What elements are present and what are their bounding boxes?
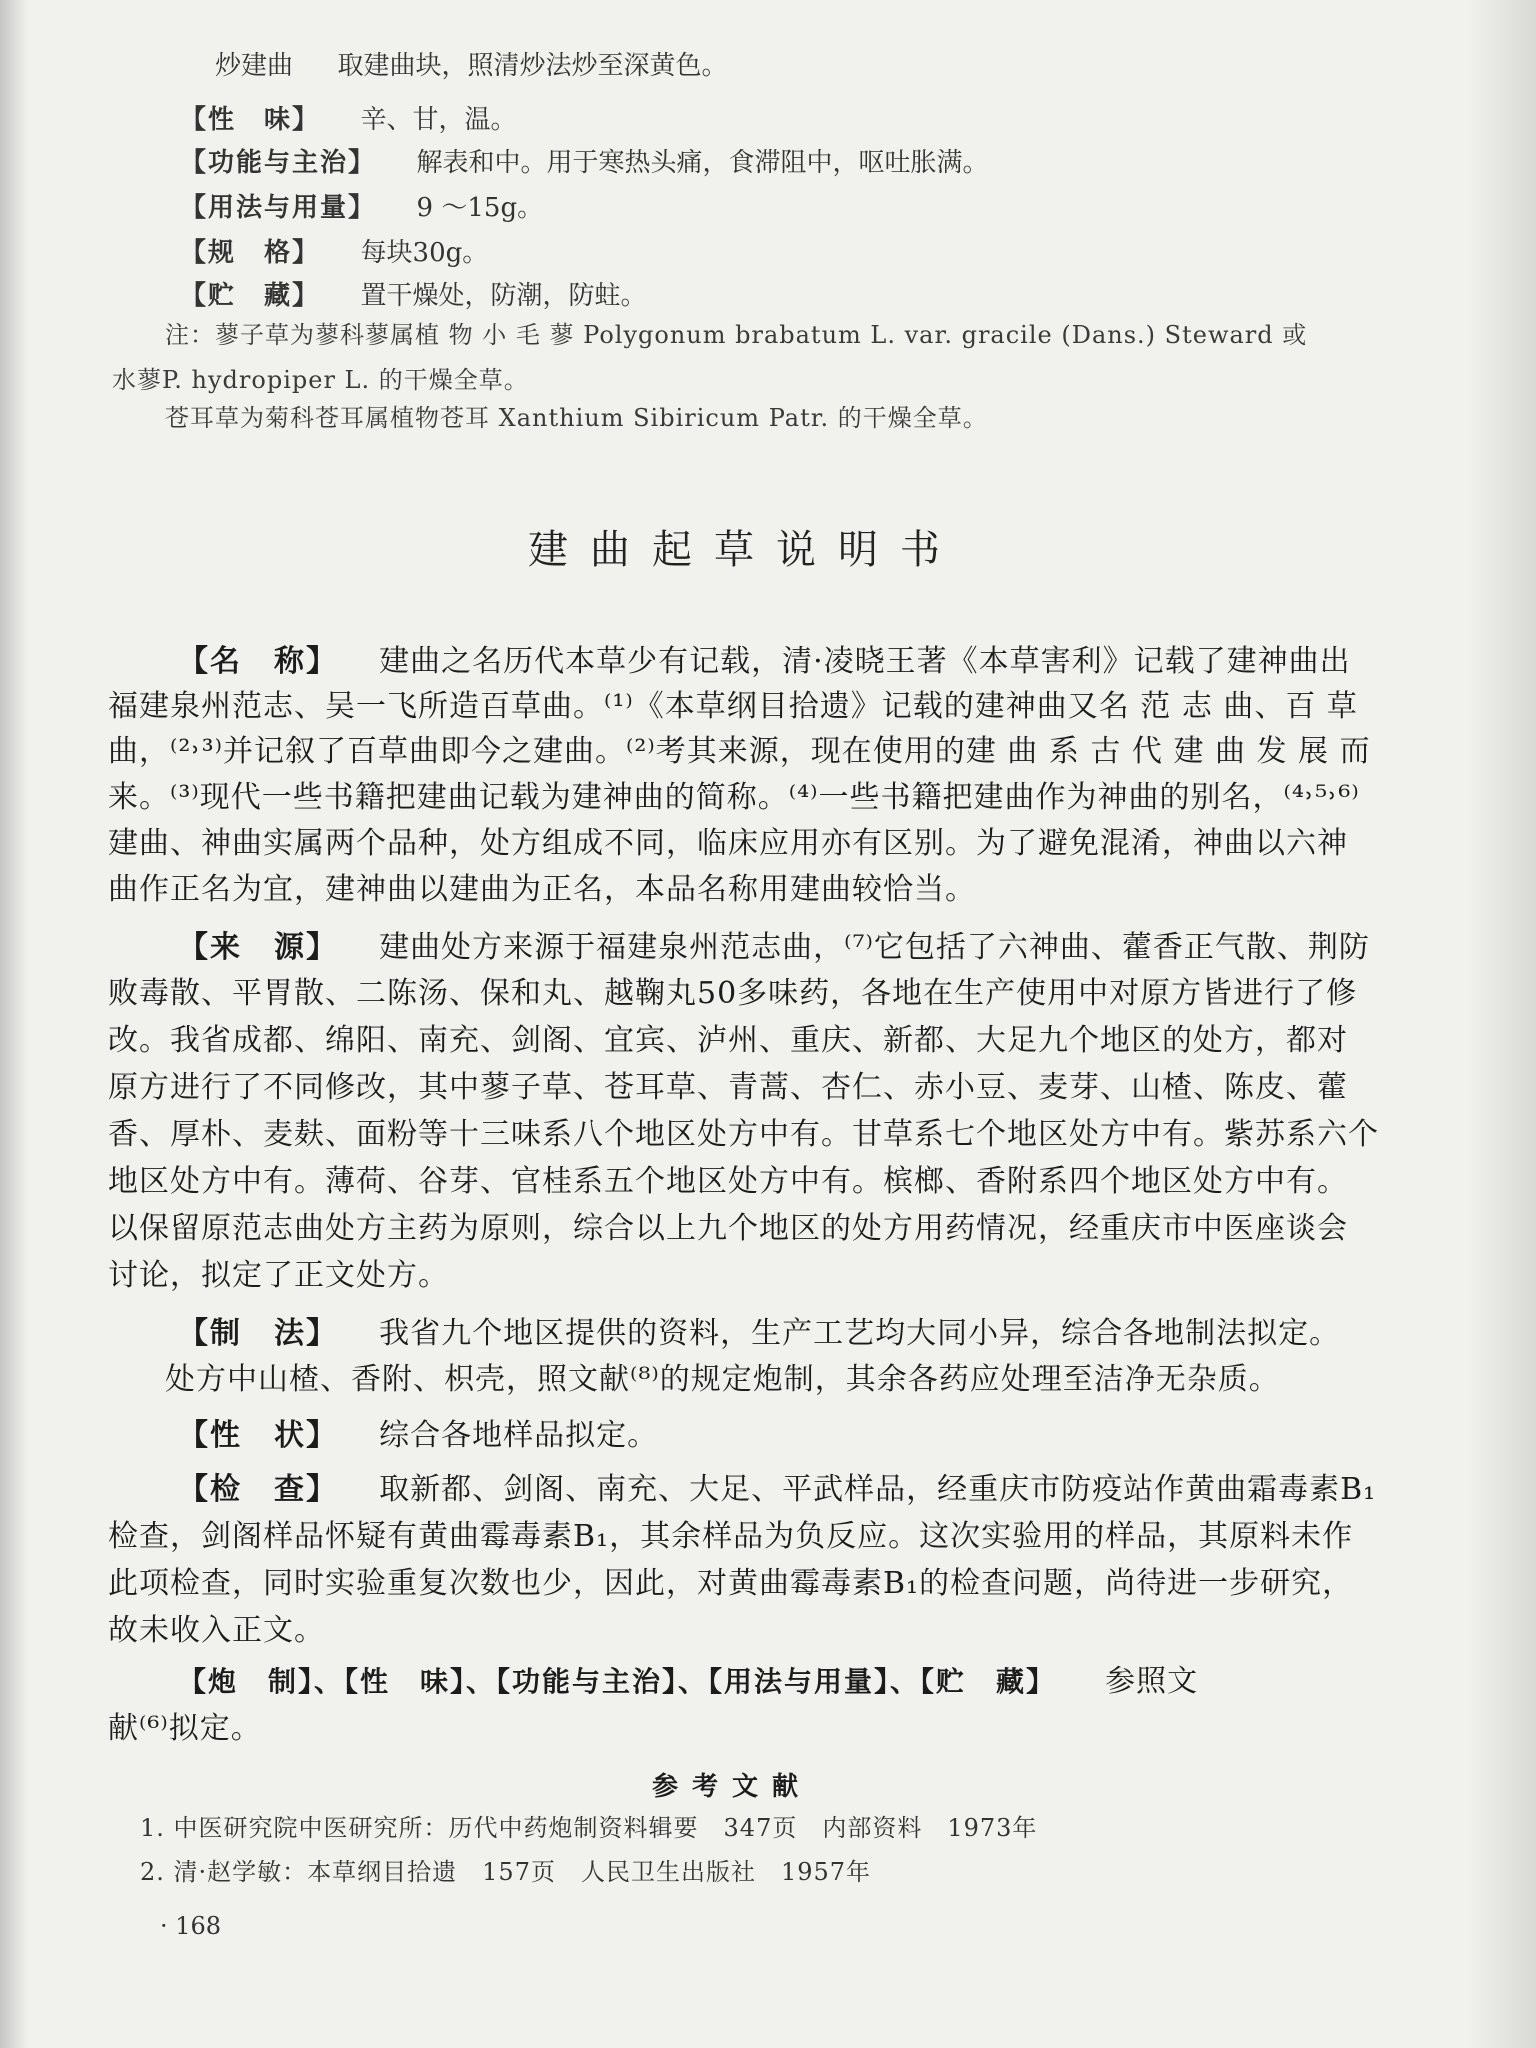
top-item-storage [180, 275, 647, 312]
section-source-label: 【来 源】 [178, 930, 338, 965]
section-inspection-line-4: 故未收入正文。 [108, 1613, 325, 1648]
document-title: 建曲起草说明书 [528, 527, 962, 573]
section-source-line-5: 香、厚朴、麦麸、面粉等十三味系八个地区处方中有。甘草系七个地区处方中有。紫苏系六个 [108, 1117, 1379, 1152]
section-method-label: 【制 法】 [178, 1316, 338, 1351]
top-item-spec-text: 每块30g。 [360, 238, 489, 268]
top-item-storage-text: 置干燥处，防潮，防蛀。 [360, 281, 647, 311]
section-source-line-2: 败毒散、平胃散、二陈汤、保和丸、越鞠丸50多味药，各地在生产使用中对原方皆进行了修 [108, 976, 1358, 1011]
section-name-line-3: 曲，⁽²˒³⁾并记叙了百草曲即今之建曲。⁽²⁾考其来源，现在使用的建 曲 系 古 代 建 曲 发 展 而 [108, 734, 1371, 769]
section-name-line-2: 福建泉州范志、吴一飞所造百草曲。⁽¹⁾《本草纲目拾遗》记载的建神曲又名 范 志 曲、百 草 [108, 689, 1358, 724]
page-left-edge [0, 0, 28, 2048]
section-name-line-6: 曲作正名为宜，建神曲以建曲为正名，本品名称用建曲较恰当。 [108, 872, 976, 907]
section-appearance-text: 综合各地样品拟定。 [379, 1418, 659, 1453]
section-final-text-a: 参照文 [1105, 1664, 1199, 1699]
section-name-line-1 [178, 636, 1351, 680]
reference-item-1: 1. 中医研究院中医研究所：历代中药炮制资料辑要 347页 内部资料 1973年 [140, 1814, 1038, 1842]
note-line-3: 苍耳草为菊科苍耳属植物苍耳 Xanthium Sibiricum Patr. 的干燥全草。 [165, 404, 988, 432]
top-line-1-text: 取建曲块，照清炒法炒至深黄色。 [337, 51, 728, 81]
section-name-label: 【名 称】 [178, 644, 338, 679]
top-item-function [180, 142, 989, 179]
top-item-dosage-text: 9 ～15g。 [416, 193, 544, 223]
top-item-storage-label: 【贮 藏】 [180, 281, 321, 311]
note-line-1: 注：蓼子草为蓼科蓼属植 物 小 毛 蓼 Polygonum brabatum L. var. gracile (Dans.) Steward 或 [165, 321, 1308, 349]
page-number: · 168 [160, 1912, 222, 1940]
top-item-function-label: 【功能与主治】 [180, 148, 377, 178]
section-method-text-1: 我省九个地区提供的资料，生产工艺均大同小异，综合各地制法拟定。 [379, 1316, 1341, 1351]
section-source-line-1 [178, 922, 1370, 966]
section-source-line-8: 讨论，拟定了正文处方。 [108, 1258, 449, 1293]
section-source-line-6: 地区处方中有。薄荷、谷芽、官桂系五个地区处方中有。槟榔、香附系四个地区处方中有。 [108, 1164, 1348, 1199]
section-source-line-3: 改。我省成都、绵阳、南充、剑阁、宜宾、泸州、重庆、新都、大足九个地区的处方，都对 [108, 1023, 1348, 1058]
references-title: 参考文献 [652, 1772, 813, 1802]
page-right-edge [1466, 0, 1536, 2048]
section-source-line-4: 原方进行了不同修改，其中蓼子草、苍耳草、青蒿、杏仁、赤小豆、麦芽、山楂、陈皮、藿 [108, 1070, 1348, 1105]
section-final-labels: 【炮 制】、【性 味】、【功能与主治】、【用法与用量】、【贮 藏】 [178, 1665, 1057, 1698]
section-name-text-1: 建曲之名历代本草少有记载，清·凌晓王著《本草害利》记载了建神曲出 [379, 644, 1351, 679]
top-line-1-label: 炒建曲 [215, 51, 294, 81]
top-item-function-text: 解表和中。用于寒热头痛，食滞阻中，呕吐胀满。 [416, 148, 989, 178]
section-method-line-1 [178, 1308, 1340, 1352]
section-final-line-2: 献⁽⁶⁾拟定。 [108, 1711, 262, 1746]
section-appearance-label: 【性 状】 [178, 1418, 338, 1453]
section-final-line-1 [178, 1656, 1198, 1700]
section-appearance-line [178, 1410, 658, 1454]
section-name-line-5: 建曲、神曲实属两个品种，处方组成不同，临床应用亦有区别。为了避免混淆，神曲以六神 [108, 826, 1348, 861]
section-inspection-label: 【检 查】 [178, 1472, 338, 1507]
section-inspection-line-2: 检查，剑阁样品怀疑有黄曲霉毒素B₁，其余样品为负反应。这次实验用的样品，其原料未作 [108, 1519, 1354, 1554]
top-item-dosage-label: 【用法与用量】 [180, 193, 377, 223]
section-name-line-4: 来。⁽³⁾现代一些书籍把建曲记载为建神曲的简称。⁽⁴⁾一些书籍把建曲作为神曲的别名，⁽⁴˒⁵˒⁶⁾ [108, 780, 1360, 815]
top-line-1 [215, 45, 728, 82]
note-line-2: 水蓼P. hydropiper L. 的干燥全草。 [112, 366, 529, 394]
reference-item-2: 2. 清·赵学敏：本草纲目拾遗 157页 人民卫生出版社 1957年 [140, 1858, 872, 1886]
section-inspection-line-3: 此项检查，同时实验重复次数也少，因此，对黄曲霉毒素B₁的检查问题，尚待进一步研究， [108, 1566, 1354, 1601]
top-item-flavor [180, 99, 517, 136]
section-method-line-2: 处方中山楂、香附、枳壳，照文献⁽⁸⁾的规定炮制，其余各药应处理至洁净无杂质。 [165, 1362, 1280, 1397]
section-source-text-1: 建曲处方来源于福建泉州范志曲，⁽⁷⁾它包括了六神曲、藿香正气散、荆防 [379, 930, 1370, 965]
top-item-flavor-text: 辛、甘，温。 [360, 105, 517, 135]
top-item-spec-label: 【规 格】 [180, 238, 321, 268]
top-item-flavor-label: 【性 味】 [180, 105, 321, 135]
section-inspection-line-1 [178, 1464, 1376, 1508]
top-item-dosage [180, 187, 543, 224]
section-source-line-7: 以保留原范志曲处方主药为原则，综合以上九个地区的处方用药情况，经重庆市中医座谈会 [108, 1211, 1348, 1246]
top-item-spec [180, 232, 488, 269]
section-inspection-text-1: 取新都、剑阁、南充、大足、平武样品，经重庆市防疫站作黄曲霜毒素B₁ [379, 1472, 1377, 1507]
